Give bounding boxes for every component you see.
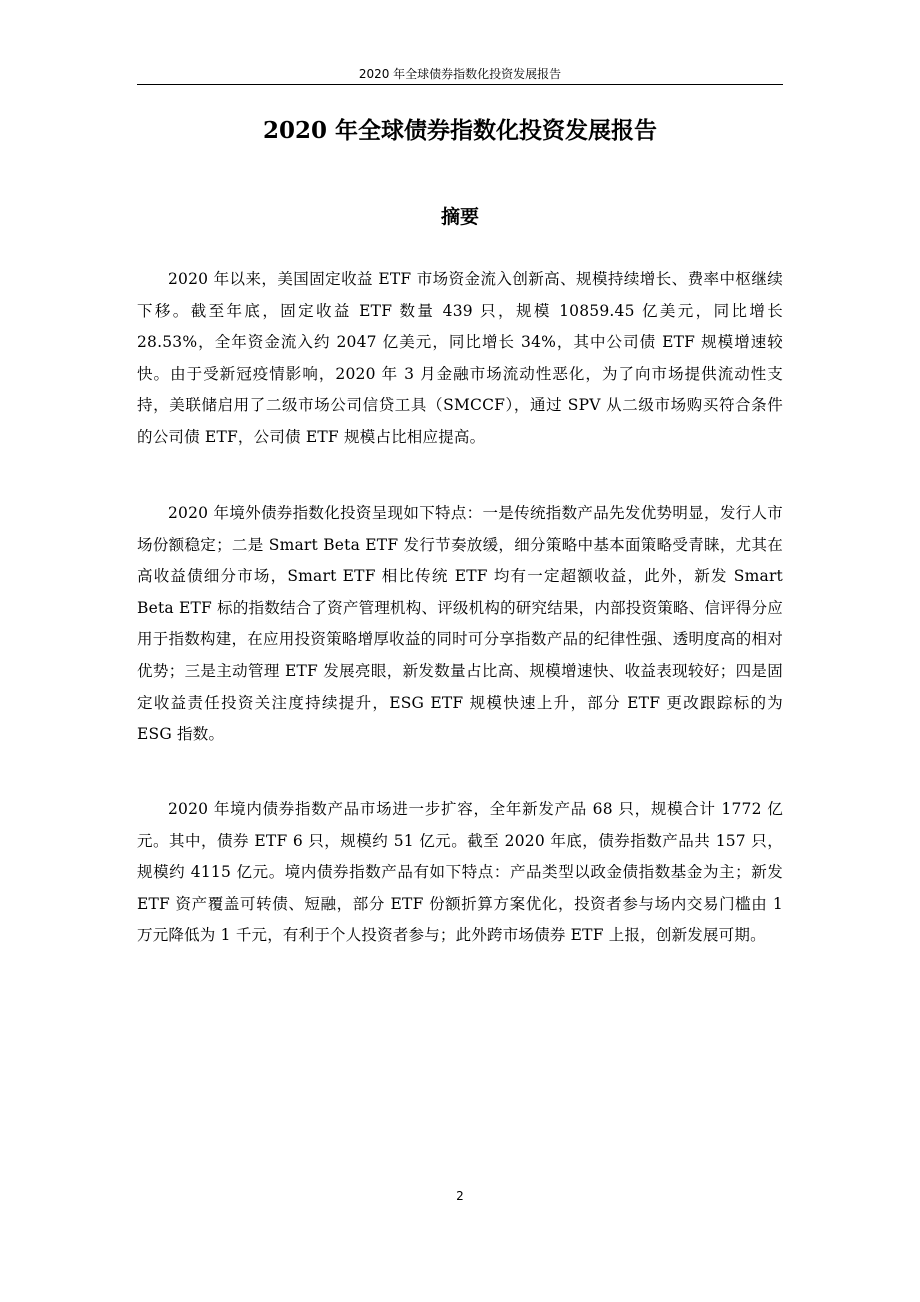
paragraph-text: 2020 年境内债券指数产品市场进一步扩容，全年新发产品 68 只，规模合计 1772 亿元。其中，债券 ETF 6 只，规模约 51 亿元。截至 2020 年底，债券指数产品共 157 只，规模约 4115 亿元。境内债券指数产品有如下特点：产品类型以政金债指数基金为主；新发 ETF 资产覆盖可转债、短融，部分 ETF 份额折算方案优化，投资者参与场内交易门槛由 1 万元降低为 1 千元，有利于个人投资者参与；此外跨市场债券 ETF 上报，创新发展可期。 bbox=[137, 800, 783, 945]
running-header: 2020 年全球债券指数化投资发展报告 bbox=[358, 67, 562, 81]
page-number: 2 bbox=[456, 1189, 464, 1203]
paragraph-text: 2020 年以来，美国固定收益 ETF 市场资金流入创新高、规模持续增长、费率中枢继续下移。截至年底，固定收益 ETF 数量 439 只，规模 10859.45 亿美元，同比增长 28.53%，全年资金流入约 2047 亿美元，同比增长 34%，其中公司债 ETF 规模增速较快。由于受新冠疫情影响，2020 年 3 月金融市场流动性恶化，为了向市场提供流动性支持，美联储启用了二级市场公司信贷工具（SMCCF），通过 SPV 从二级市场购买符合条件的公司债 ETF，公司债 ETF 规模占比相应提高。 bbox=[137, 270, 783, 446]
abstract-heading: 摘要 bbox=[440, 206, 479, 228]
paragraph-text: 2020 年境外债券指数化投资呈现如下特点：一是传统指数产品先发优势明显，发行人市场份额稳定；二是 Smart Beta ETF 发行节奏放缓，细分策略中基本面策略受青睐，尤其在高收益债细分市场，Smart ETF 相比传统 ETF 均有一定超额收益，此外，新发 Smart Beta ETF 标的指数结合了资产管理机构、评级机构的研究结果，内部投资策略、信评得分应用于指数构建，在应用投资策略增厚收益的同时可分享指数产品的纪律性强、透明度高的相对优势；三是主动管理 ETF 发展亮眼，新发数量占比高、规模增速快、收益表现较好；四是固定收益责任投资关注度持续提升，ESG ETF 规模快速上升，部分 ETF 更改跟踪标的为 ESG 指数。 bbox=[137, 504, 783, 744]
abstract-paragraph-3 bbox=[137, 794, 783, 952]
abstract-paragraph-2 bbox=[137, 498, 783, 751]
abstract-paragraph-1 bbox=[137, 264, 783, 454]
header-divider bbox=[137, 84, 783, 85]
document-title: 2020 年全球债券指数化投资发展报告 bbox=[262, 117, 658, 144]
